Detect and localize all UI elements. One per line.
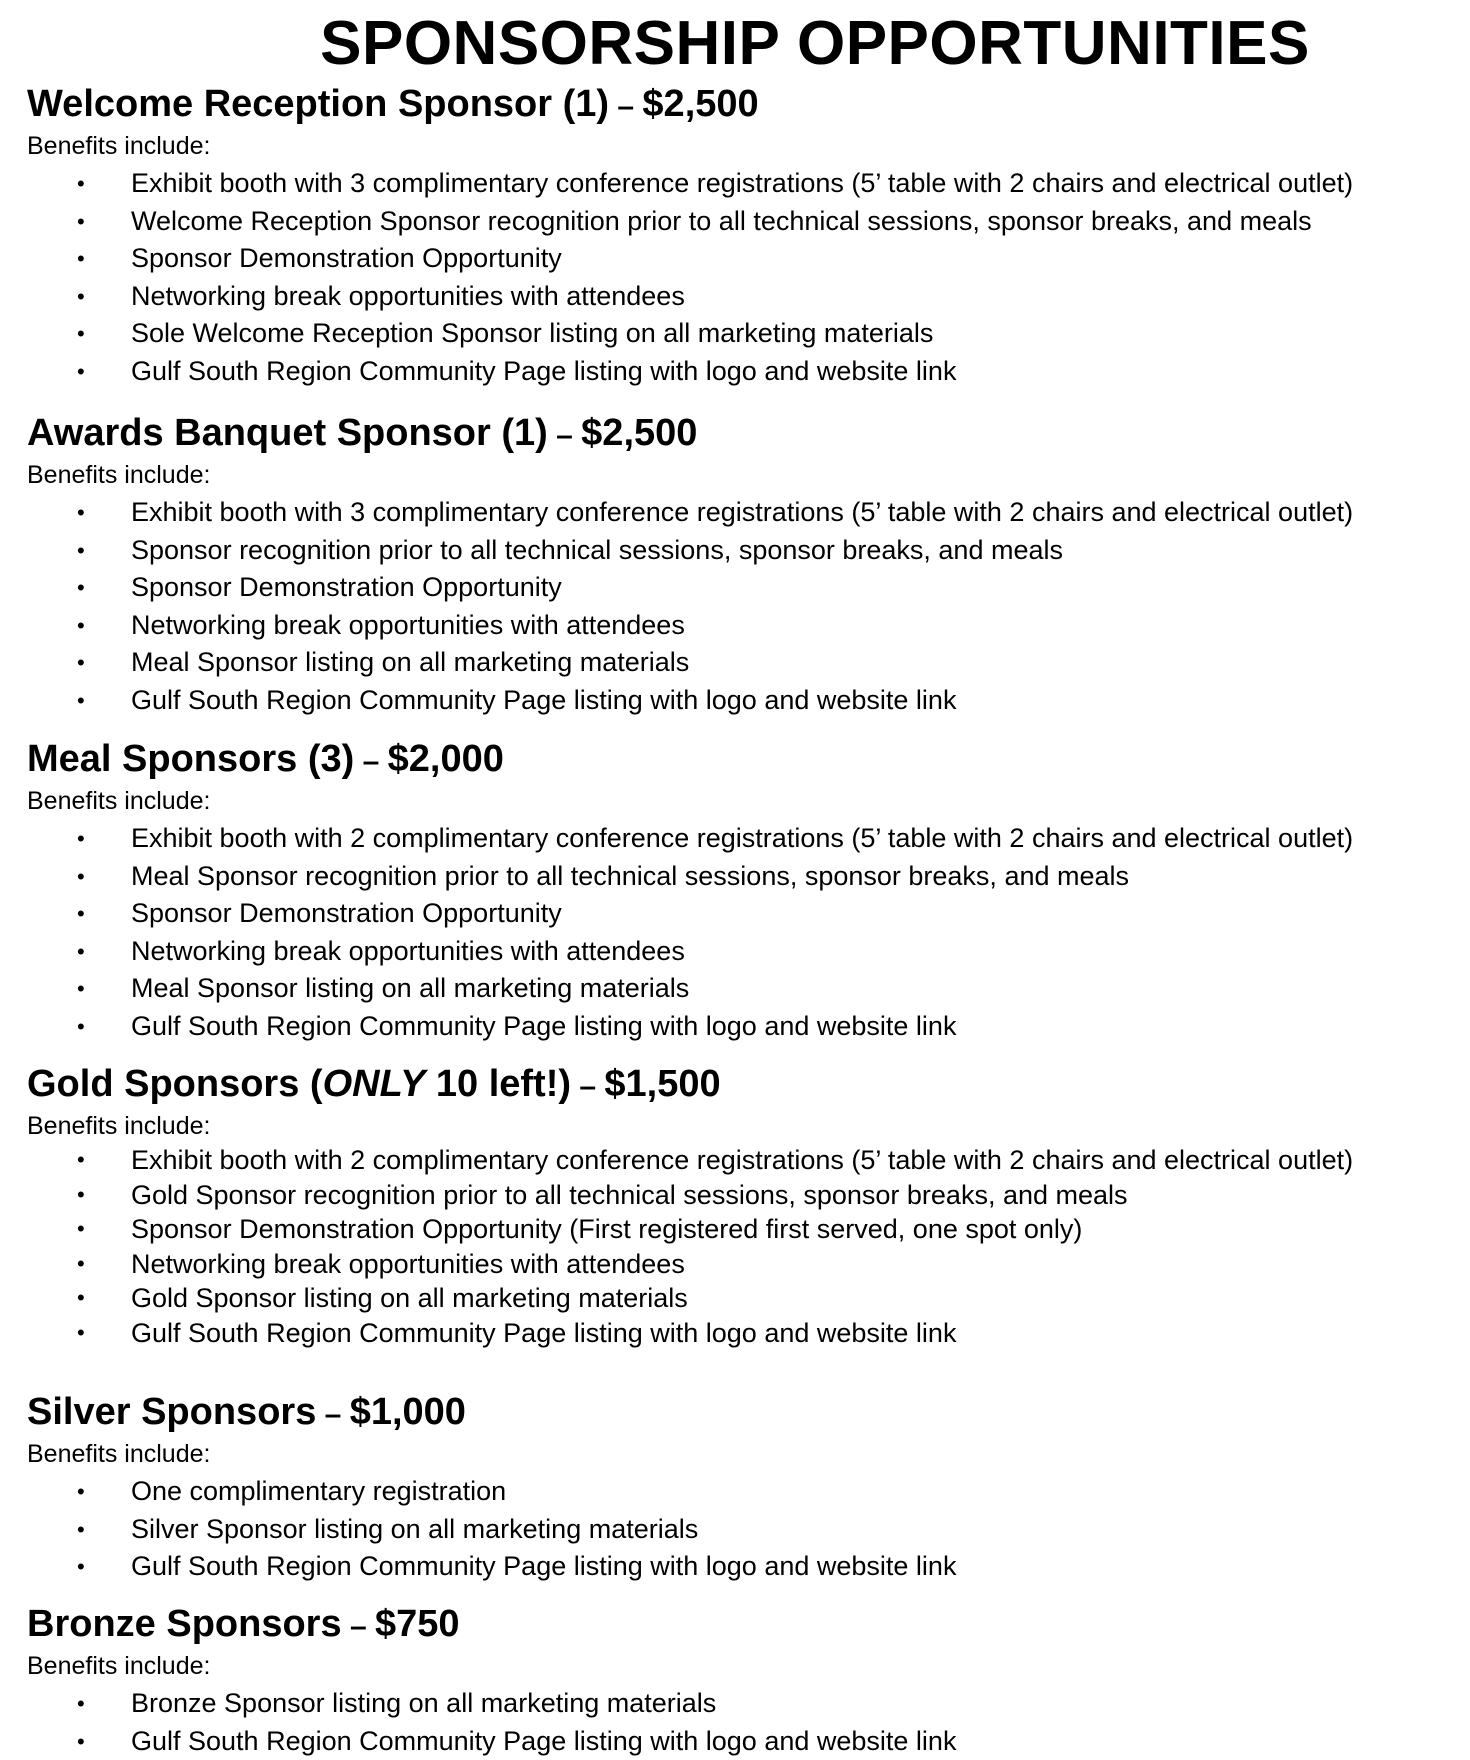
bullet-icon: • xyxy=(77,1473,85,1511)
section-silver-sponsors xyxy=(27,1390,1457,1586)
bullet-icon: • xyxy=(77,1723,85,1760)
list-item: • Welcome Reception Sponsor recognition prior to all technical sessions, sponsor breaks, and meals xyxy=(27,203,1457,241)
bullet-icon: • xyxy=(77,353,85,391)
list-item: • Networking break opportunities with attendees xyxy=(27,1247,1457,1282)
bullet-icon: • xyxy=(77,1178,85,1213)
bullet-icon: • xyxy=(77,1548,85,1586)
list-item: • Gulf South Region Community Page listing with logo and website link xyxy=(27,353,1457,391)
list-item: • Exhibit booth with 3 complimentary conference registrations (5’ table with 2 chairs and electrical outlet) xyxy=(27,494,1457,532)
benefits-list xyxy=(27,1685,1457,1760)
bullet-icon: • xyxy=(77,1685,85,1723)
price: $2,500 xyxy=(642,83,758,125)
list-item: • Sponsor Demonstration Opportunity xyxy=(27,569,1457,607)
list-item: • Bronze Sponsor listing on all marketing materials xyxy=(27,1685,1457,1723)
bullet-icon: • xyxy=(77,682,85,720)
list-item: • Gulf South Region Community Page listing with logo and website link xyxy=(27,1316,1457,1351)
list-item: • Networking break opportunities with attendees xyxy=(27,278,1457,316)
list-item: • Sponsor recognition prior to all technical sessions, sponsor breaks, and meals xyxy=(27,532,1457,570)
benefits-list xyxy=(27,1473,1457,1586)
list-item: • Gulf South Region Community Page listing with logo and website link xyxy=(27,1723,1457,1760)
section-heading: Gold Sponsors (ONLY 10 left!) – $1,500 xyxy=(27,1062,1457,1109)
list-item: • Exhibit booth with 3 complimentary conference registrations (5’ table with 2 chairs and electrical outlet) xyxy=(27,165,1457,203)
benefits-list xyxy=(27,494,1457,719)
list-item: • Meal Sponsor recognition prior to all technical sessions, sponsor breaks, and meals xyxy=(27,858,1457,896)
bullet-icon: • xyxy=(77,165,85,203)
benefits-list xyxy=(27,820,1457,1045)
price: $2,500 xyxy=(581,412,697,454)
section-heading: Welcome Reception Sponsor (1) – $2,500 xyxy=(27,82,1457,129)
list-item: • One complimentary registration xyxy=(27,1473,1457,1511)
bullet-icon: • xyxy=(77,1511,85,1549)
benefits-intro: Benefits include: xyxy=(27,1439,1457,1469)
bullet-icon: • xyxy=(77,1247,85,1282)
bullet-icon: • xyxy=(77,644,85,682)
price: $750 xyxy=(375,1603,460,1645)
list-item: • Meal Sponsor listing on all marketing materials xyxy=(27,970,1457,1008)
section-gold-sponsors xyxy=(27,1062,1457,1350)
bullet-icon: • xyxy=(77,278,85,316)
price: $1,000 xyxy=(350,1391,466,1433)
bullet-icon: • xyxy=(77,1008,85,1046)
section-meal-sponsors xyxy=(27,737,1457,1045)
bullet-icon: • xyxy=(77,203,85,241)
benefits-intro: Benefits include: xyxy=(27,1651,1457,1681)
bullet-icon: • xyxy=(77,1316,85,1351)
bullet-icon: • xyxy=(77,240,85,278)
benefits-intro: Benefits include: xyxy=(27,131,1457,161)
list-item: • Gulf South Region Community Page listing with logo and website link xyxy=(27,1548,1457,1586)
section-heading: Bronze Sponsors – $750 xyxy=(27,1602,1457,1649)
bullet-icon: • xyxy=(77,1143,85,1178)
list-item: • Silver Sponsor listing on all marketing materials xyxy=(27,1511,1457,1549)
list-item: • Sponsor Demonstration Opportunity xyxy=(27,895,1457,933)
bullet-icon: • xyxy=(77,1281,85,1316)
price: $1,500 xyxy=(604,1063,720,1105)
bullet-icon: • xyxy=(77,970,85,1008)
list-item: • Networking break opportunities with attendees xyxy=(27,607,1457,645)
bullet-icon: • xyxy=(77,858,85,896)
section-heading: Awards Banquet Sponsor (1) – $2,500 xyxy=(27,411,1457,458)
bullet-icon: • xyxy=(77,569,85,607)
list-item: • Sponsor Demonstration Opportunity xyxy=(27,240,1457,278)
bullet-icon: • xyxy=(77,315,85,353)
bullet-icon: • xyxy=(77,494,85,532)
price: $2,000 xyxy=(388,738,504,780)
bullet-icon: • xyxy=(77,820,85,858)
section-bronze-sponsors xyxy=(27,1602,1457,1760)
page-title: SPONSORSHIP OPPORTUNITIES xyxy=(0,8,1470,80)
bullet-icon: • xyxy=(77,933,85,971)
list-item: • Meal Sponsor listing on all marketing materials xyxy=(27,644,1457,682)
section-heading: Silver Sponsors – $1,000 xyxy=(27,1390,1457,1437)
list-item: • Exhibit booth with 2 complimentary conference registrations (5’ table with 2 chairs and electrical outlet) xyxy=(27,1143,1457,1178)
list-item: • Sole Welcome Reception Sponsor listing on all marketing materials xyxy=(27,315,1457,353)
list-item: • Exhibit booth with 2 complimentary conference registrations (5’ table with 2 chairs and electrical outlet) xyxy=(27,820,1457,858)
bullet-icon: • xyxy=(77,1212,85,1247)
benefits-list xyxy=(27,1143,1457,1350)
list-item: • Gold Sponsor listing on all marketing materials xyxy=(27,1281,1457,1316)
section-awards-banquet xyxy=(27,411,1457,719)
bullet-icon: • xyxy=(77,895,85,933)
section-heading: Meal Sponsors (3) – $2,000 xyxy=(27,737,1457,784)
list-item: • Gold Sponsor recognition prior to all technical sessions, sponsor breaks, and meals xyxy=(27,1178,1457,1213)
list-item: • Gulf South Region Community Page listing with logo and website link xyxy=(27,1008,1457,1046)
benefits-list xyxy=(27,165,1457,390)
list-item: • Gulf South Region Community Page listing with logo and website link xyxy=(27,682,1457,720)
bullet-icon: • xyxy=(77,607,85,645)
benefits-intro: Benefits include: xyxy=(27,460,1457,490)
list-item: • Sponsor Demonstration Opportunity (First registered first served, one spot only) xyxy=(27,1212,1457,1247)
list-item: • Networking break opportunities with attendees xyxy=(27,933,1457,971)
benefits-intro: Benefits include: xyxy=(27,786,1457,816)
bullet-icon: • xyxy=(77,532,85,570)
section-welcome-reception xyxy=(27,82,1457,390)
benefits-intro: Benefits include: xyxy=(27,1111,1457,1141)
